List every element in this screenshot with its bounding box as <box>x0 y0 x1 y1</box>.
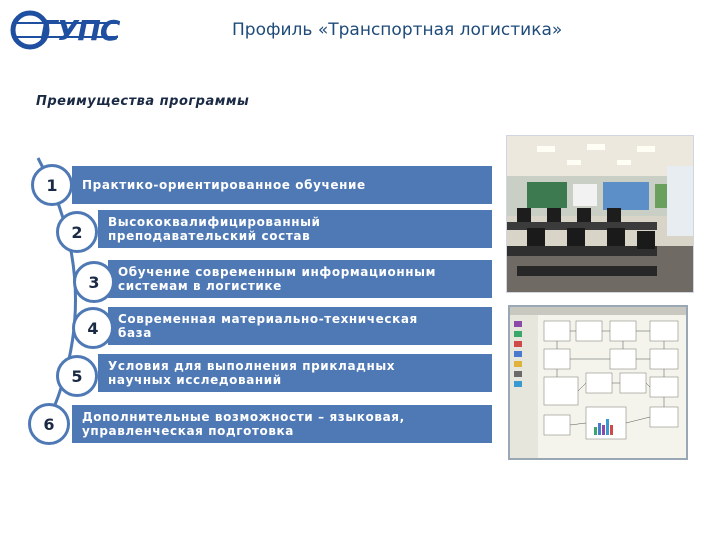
advantage-number-badge: 4 <box>72 307 114 349</box>
logo-text: ГУПС <box>40 14 120 47</box>
advantage-text: Обучение современным информационным системам в логистике <box>118 265 436 293</box>
advantage-text: Высококвалифицированный преподавательский состав <box>108 215 321 243</box>
advantage-number-badge: 6 <box>28 403 70 445</box>
advantage-number-badge: 2 <box>56 211 98 253</box>
advantage-text: Дополнительные возможности – языковая, управленческая подготовка <box>82 410 405 438</box>
advantage-number-badge: 1 <box>31 164 73 206</box>
software-screenshot <box>508 305 688 460</box>
section-heading: Преимущества программы <box>36 94 250 109</box>
university-logo <box>10 8 120 52</box>
advantage-item-5 <box>98 354 492 392</box>
advantage-item-2 <box>98 210 492 248</box>
advantage-text: Условия для выполнения прикладных научных исследований <box>108 359 396 387</box>
classroom-photo <box>506 135 694 293</box>
advantage-item-6 <box>72 405 492 443</box>
advantage-text: Современная материально-техническая база <box>118 312 418 340</box>
advantage-text: Практико-ориентированное обучение <box>82 178 366 192</box>
advantage-number-badge: 3 <box>73 261 115 303</box>
page-title: Профиль «Транспортная логистика» <box>232 20 563 40</box>
advantage-item-3 <box>108 260 492 298</box>
advantage-item-4 <box>108 307 492 345</box>
advantage-item-1 <box>72 166 492 204</box>
advantage-number-badge: 5 <box>56 355 98 397</box>
